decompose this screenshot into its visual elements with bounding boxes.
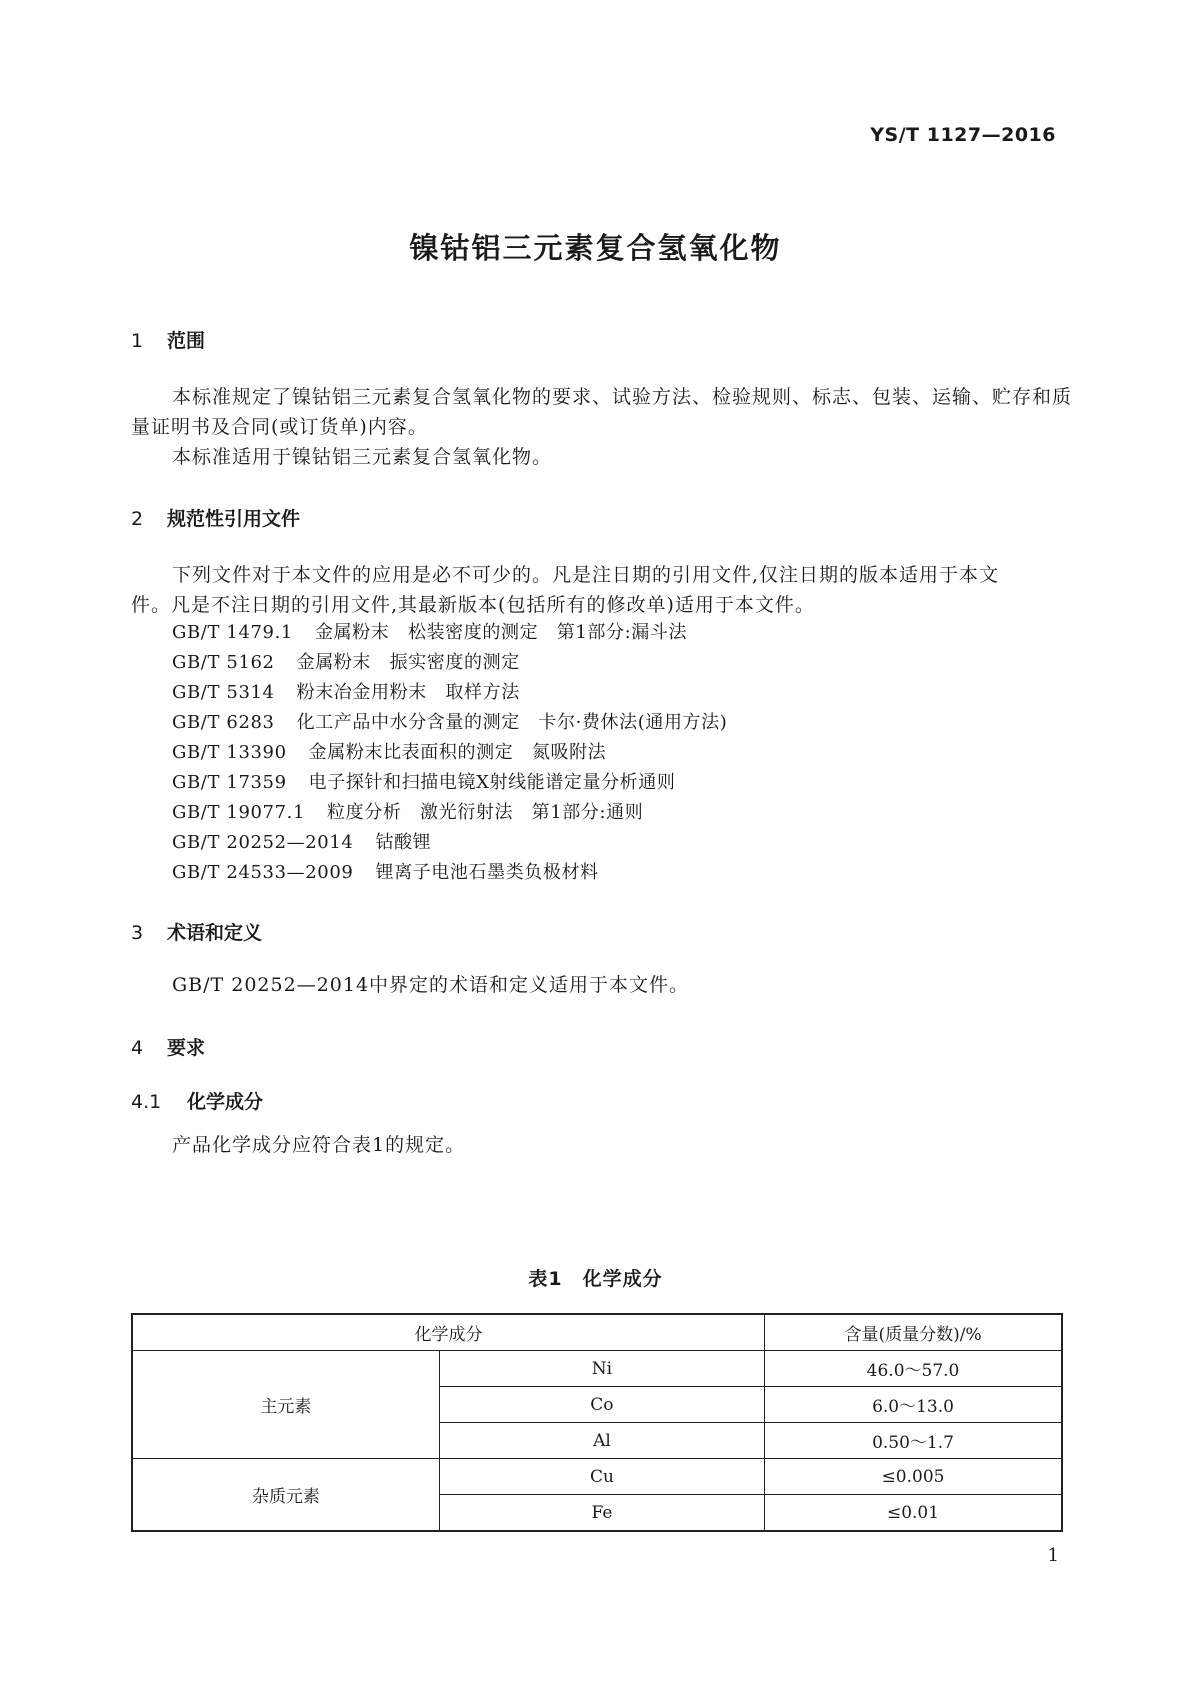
paragraph-line: 本标准规定了镍钴铝三元素复合氢氧化物的要求、试验方法、检验规则、标志、包装、运输、贮存和质: [172, 386, 1073, 408]
reference-title: 锂离子电池石墨类负极材料: [375, 862, 599, 883]
reference-title: 粒度分析 激光衍射法 第1部分:通则: [327, 802, 644, 823]
section-number: 3: [131, 922, 144, 944]
standard-code: YS/T 1127—2016: [870, 124, 1056, 146]
value-cell: ≤0.01: [765, 1495, 1062, 1532]
paragraph-line: GB/T 20252—2014中界定的术语和定义适用于本文件。: [172, 974, 690, 996]
section-title: 范围: [167, 330, 206, 352]
table-row: [132, 1351, 1062, 1387]
group-cell-impurity: 杂质元素: [132, 1459, 439, 1532]
reference-title: 粉末冶金用粉末 取样方法: [296, 682, 520, 703]
group-cell-main: 主元素: [132, 1351, 439, 1459]
element-cell: Cu: [439, 1459, 764, 1495]
reference-title: 金属粉末 松装密度的测定 第1部分:漏斗法: [314, 622, 688, 643]
section-title: 要求: [167, 1037, 206, 1059]
reference-title: 钴酸锂: [375, 832, 432, 853]
page-number: 1: [1047, 1545, 1059, 1566]
reference-code: GB/T 5162: [172, 652, 275, 673]
reference-title: 金属粉末比表面积的测定 氮吸附法: [308, 742, 607, 763]
reference-item: [172, 678, 520, 708]
reference-code: GB/T 19077.1: [172, 802, 306, 823]
section-2-heading: [131, 504, 300, 531]
paragraph-line: 件。凡是不注日期的引用文件,其最新版本(包括所有的修改单)适用于本文件。: [131, 594, 815, 616]
table-row: [132, 1459, 1062, 1495]
reference-code: GB/T 17359: [172, 772, 287, 793]
section-title: 化学成分: [187, 1091, 264, 1113]
section-title: 规范性引用文件: [167, 508, 301, 530]
reference-code: GB/T 6283: [172, 712, 275, 733]
reference-item: [172, 798, 643, 828]
reference-item: [172, 618, 687, 648]
header-cell-component: 化学成分: [132, 1314, 765, 1351]
reference-code: GB/T 13390: [172, 742, 287, 763]
reference-code: GB/T 5314: [172, 682, 275, 703]
value-cell: ≤0.005: [765, 1459, 1062, 1495]
element-cell: Fe: [439, 1495, 764, 1532]
section-number: 4: [131, 1037, 144, 1059]
reference-title: 化工产品中水分含量的测定 卡尔·费休法(通用方法): [296, 712, 728, 733]
reference-code: GB/T 20252—2014: [172, 832, 354, 853]
value-cell: 46.0～57.0: [765, 1351, 1062, 1387]
section-4-heading: [131, 1033, 205, 1060]
table-caption: 表1 化学成分: [528, 1268, 663, 1290]
section-3-heading: [131, 918, 262, 945]
reference-item: [172, 858, 599, 888]
paragraph-line: 量证明书及合同(或订货单)内容。: [131, 416, 428, 438]
section-title: 术语和定义: [167, 922, 263, 944]
document-title: 镍钴铝三元素复合氢氧化物: [409, 231, 782, 265]
element-cell: Al: [439, 1423, 764, 1459]
paragraph-line: 下列文件对于本文件的应用是必不可少的。凡是注日期的引用文件,仅注日期的版本适用于本文: [172, 564, 1000, 586]
paragraph-line: 本标准适用于镍钴铝三元素复合氢氧化物。: [172, 446, 553, 468]
reference-code: GB/T 24533—2009: [172, 862, 354, 883]
element-cell: Ni: [439, 1351, 764, 1387]
section-number: 1: [131, 330, 144, 352]
reference-title: 金属粉末 振实密度的测定: [296, 652, 520, 673]
section-number: 4.1: [131, 1091, 162, 1113]
paragraph-line: 产品化学成分应符合表1的规定。: [172, 1134, 466, 1156]
header-cell-content: 含量(质量分数)/%: [765, 1314, 1062, 1351]
element-cell: Co: [439, 1387, 764, 1423]
reference-item: [172, 738, 606, 768]
reference-item: [172, 768, 675, 798]
chemical-composition-table: [131, 1313, 1063, 1532]
reference-item: [172, 828, 431, 858]
section-number: 2: [131, 508, 144, 530]
value-cell: 0.50～1.7: [765, 1423, 1062, 1459]
section-1-heading: [131, 326, 205, 353]
reference-code: GB/T 1479.1: [172, 622, 293, 643]
reference-item: [172, 648, 520, 678]
reference-item: [172, 708, 727, 738]
table-header-row: [132, 1314, 1062, 1351]
reference-title: 电子探针和扫描电镜X射线能谱定量分析通则: [308, 772, 676, 793]
value-cell: 6.0～13.0: [765, 1387, 1062, 1423]
section-4-1-heading: [131, 1087, 263, 1114]
